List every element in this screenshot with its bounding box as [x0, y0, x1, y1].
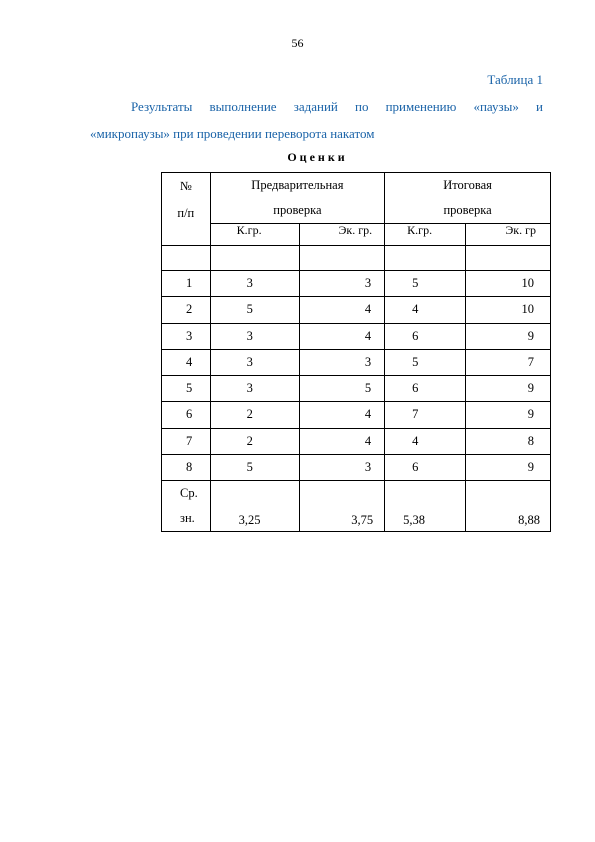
preliminary-check-header: [210, 173, 385, 224]
row-number: 5: [162, 376, 211, 402]
control-prelim-score: 3: [210, 271, 300, 297]
table-body: [162, 271, 551, 481]
experimental-prelim-score: 4: [300, 297, 385, 323]
table-row: [162, 376, 551, 402]
experimental-prelim-score: 3: [300, 349, 385, 375]
row-number: 6: [162, 402, 211, 428]
final-check-header-line-2: проверка: [443, 203, 492, 217]
row-number: 7: [162, 428, 211, 454]
row-number: 8: [162, 455, 211, 481]
row-number-header-symbol: №: [179, 179, 192, 193]
experimental-final-score: 8: [466, 428, 551, 454]
preliminary-check-header-line-1: Предварительная: [251, 178, 344, 192]
spacer-cell: [162, 246, 211, 271]
table-spacer-row: [162, 246, 551, 271]
section-title: Оценки: [287, 150, 348, 164]
average-label-line-2: зн.: [180, 511, 195, 526]
spacer-cell: [385, 246, 466, 271]
table-row: [162, 402, 551, 428]
control-final-score: 4: [385, 428, 466, 454]
experimental-final-score: 10: [466, 297, 551, 323]
control-final-score: 5: [385, 349, 466, 375]
experimental-final-score: 9: [466, 376, 551, 402]
page-number: 56: [291, 36, 304, 50]
row-number: 2: [162, 297, 211, 323]
table-row: [162, 349, 551, 375]
experimental-group-prelim-header: Эк. гр.: [300, 224, 385, 246]
control-group-prelim-header: К.гр.: [210, 224, 300, 246]
experimental-final-score: 10: [466, 271, 551, 297]
experimental-final-score: 9: [466, 455, 551, 481]
final-check-header-line-1: Итоговая: [443, 178, 492, 192]
table-caption-line-2: «микропаузы» при проведении переворота накатом: [90, 126, 375, 141]
spacer-cell: [466, 246, 551, 271]
experimental-final-score: 9: [466, 402, 551, 428]
control-group-final-header: К.гр.: [385, 224, 466, 246]
average-value: 8,88: [466, 481, 551, 532]
table-row: [162, 323, 551, 349]
control-final-score: 6: [385, 376, 466, 402]
control-prelim-score: 3: [210, 349, 300, 375]
average-value: 3,75: [300, 481, 385, 532]
table-label: Таблица 1: [487, 72, 543, 87]
control-prelim-score: 5: [210, 297, 300, 323]
experimental-prelim-score: 3: [300, 455, 385, 481]
experimental-final-score: 7: [466, 349, 551, 375]
row-number: 4: [162, 349, 211, 375]
average-label: [162, 481, 211, 532]
row-number-header-abbr: п/п: [177, 206, 195, 220]
table-row: [162, 297, 551, 323]
experimental-prelim-score: 5: [300, 376, 385, 402]
experimental-prelim-score: 4: [300, 402, 385, 428]
average-label-line-1: Ср.: [180, 486, 198, 501]
control-prelim-score: 3: [210, 323, 300, 349]
control-prelim-score: 2: [210, 428, 300, 454]
control-prelim-score: 3: [210, 376, 300, 402]
table-subheader-row: [162, 224, 551, 246]
control-final-score: 6: [385, 455, 466, 481]
results-table: [161, 172, 551, 532]
control-prelim-score: 2: [210, 402, 300, 428]
table-header-row: [162, 173, 551, 224]
control-final-score: 6: [385, 323, 466, 349]
control-final-score: 5: [385, 271, 466, 297]
table-row: [162, 428, 551, 454]
row-number: 3: [162, 323, 211, 349]
final-check-header: [385, 173, 551, 224]
experimental-prelim-score: 4: [300, 323, 385, 349]
experimental-final-score: 9: [466, 323, 551, 349]
average-value: 5,38: [385, 481, 466, 532]
table-row: [162, 271, 551, 297]
spacer-cell: [210, 246, 300, 271]
preliminary-check-header-line-2: проверка: [273, 203, 322, 217]
experimental-prelim-score: 4: [300, 428, 385, 454]
control-final-score: 4: [385, 297, 466, 323]
control-prelim-score: 5: [210, 455, 300, 481]
control-final-score: 7: [385, 402, 466, 428]
spacer-cell: [300, 246, 385, 271]
experimental-group-final-header: Эк. гр: [466, 224, 551, 246]
table-row: [162, 455, 551, 481]
table-caption-line-1: Результаты выполнение заданий по применению «паузы» и: [131, 99, 543, 114]
average-value: 3,25: [210, 481, 300, 532]
average-row: [162, 481, 551, 532]
row-number: 1: [162, 271, 211, 297]
row-number-header: [162, 173, 211, 246]
experimental-prelim-score: 3: [300, 271, 385, 297]
